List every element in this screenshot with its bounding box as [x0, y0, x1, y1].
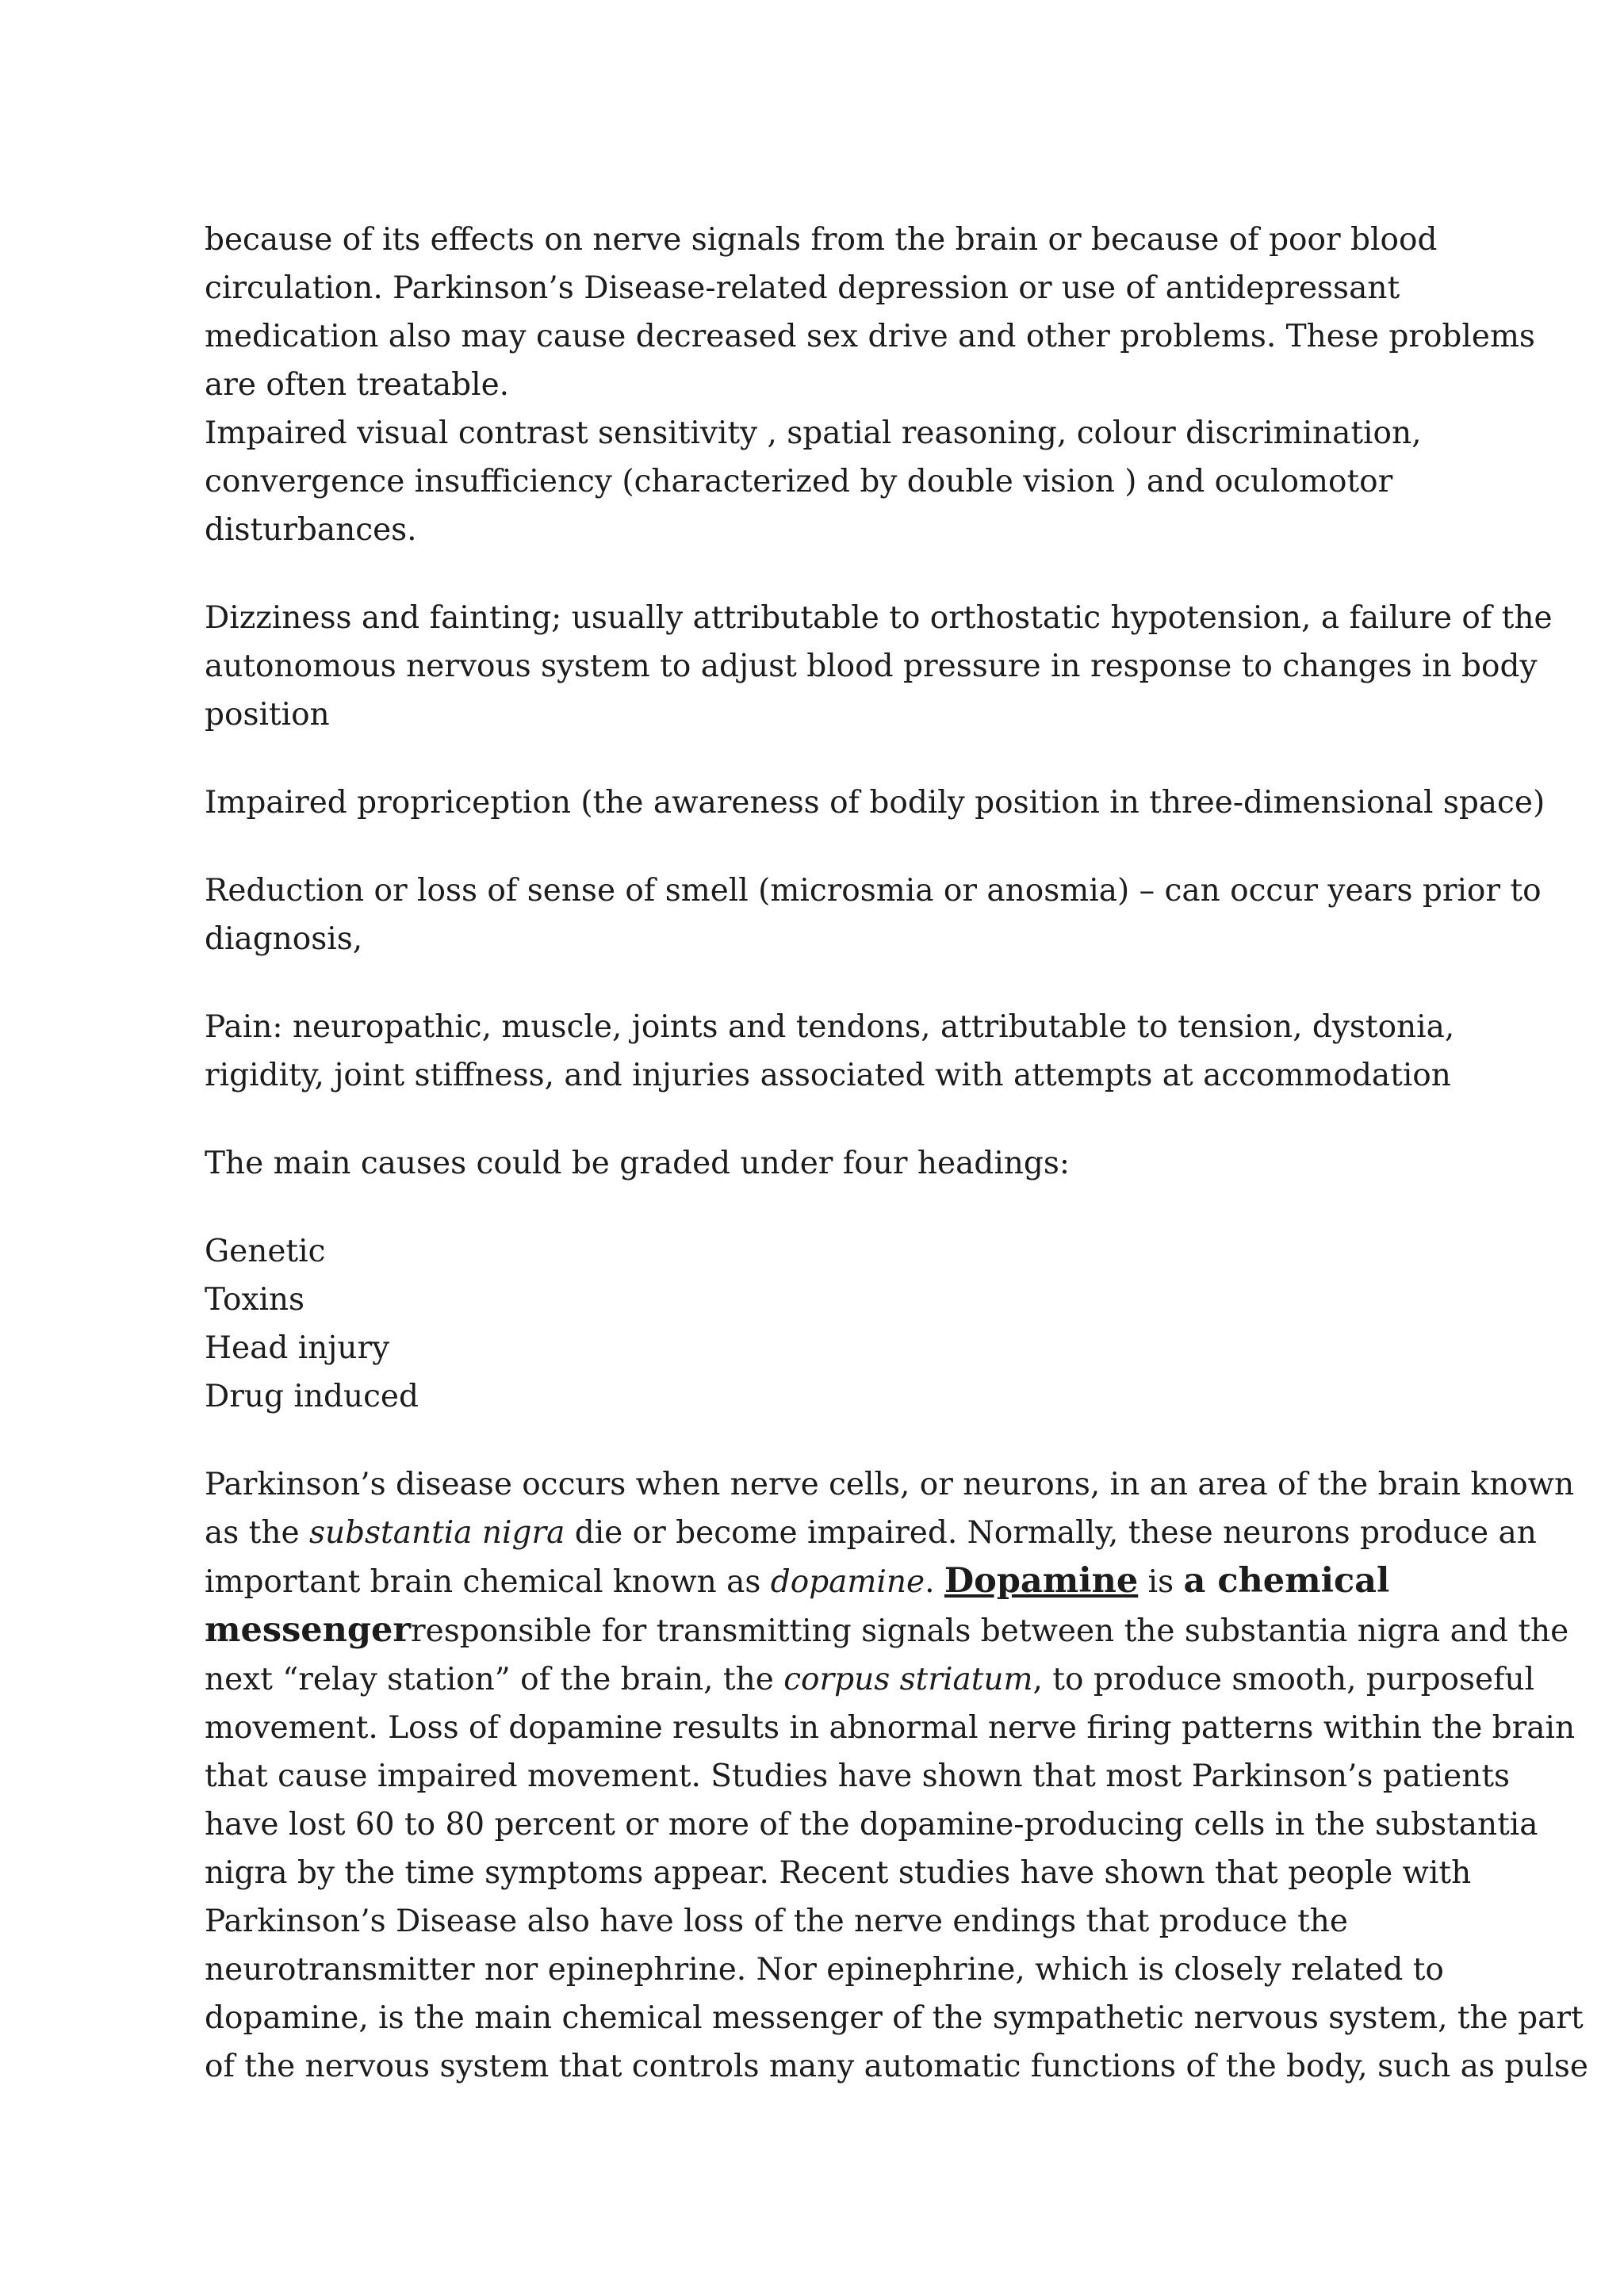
text-line: of the nervous system that controls many automatic functions of the body, such as pulse — [205, 2049, 1588, 2084]
paragraph-pain — [205, 1003, 1455, 1100]
text-line: nigra by the time symptoms appear. Recent studies have shown that people with — [205, 1855, 1472, 1891]
text-line — [205, 1606, 1569, 1655]
bold-term: a chemical — [1183, 1561, 1390, 1601]
text-line: Parkinson’s Disease also have loss of the nerve endings that produce the — [205, 1904, 1349, 1939]
text-line: Parkinson’s disease occurs when nerve cells, or neurons, in an area of the brain known — [205, 1467, 1575, 1502]
text-line: neurotransmitter nor epinephrine. Nor epinephrine, which is closely related to — [205, 1952, 1444, 1988]
text-run: important brain chemical known as — [205, 1564, 771, 1600]
text-line — [205, 1655, 1535, 1704]
text-line: that cause impaired movement. Studies have shown that most Parkinson’s patients — [205, 1758, 1511, 1794]
list-item: Head injury — [205, 1330, 390, 1366]
text-line: because of its effects on nerve signals from the brain or because of poor blood — [205, 222, 1438, 258]
text-line: position — [205, 697, 330, 733]
text-line: Dizziness and fainting; usually attributable to orthostatic hypotension, a failure of the — [205, 600, 1553, 636]
document-page — [205, 216, 1588, 2091]
bold-term: messenger — [205, 1610, 411, 1650]
text-line — [205, 1509, 1537, 1557]
text-line: Reduction or loss of sense of smell (microsmia or anosmia) – can occur years prior to — [205, 873, 1542, 909]
italic-term: dopamine — [770, 1564, 925, 1600]
text-line: movement. Loss of dopamine results in abnormal nerve firing patterns within the brain — [205, 1710, 1576, 1746]
text-line: convergence insufficiency (characterized by double vision ) and oculomotor — [205, 464, 1393, 499]
italic-term: substantia nigra — [308, 1515, 565, 1551]
paragraph-dizziness — [205, 594, 1553, 739]
text-run: responsible for transmitting signals between the substantia nigra and the — [410, 1613, 1569, 1649]
text-line: The main causes could be graded under four headings: — [205, 1146, 1071, 1181]
list-item: Drug induced — [205, 1379, 419, 1414]
text-line: are often treatable. — [205, 367, 510, 403]
paragraph-pathophysiology — [205, 1460, 1588, 2091]
text-run: next “relay station” of the brain, the — [205, 1662, 784, 1697]
text-run: , to produce smooth, purposeful — [1032, 1662, 1535, 1697]
text-line: autonomous nervous system to adjust blood pressure in response to changes in body — [205, 649, 1538, 684]
text-line: circulation. Parkinson’s Disease-related depression or use of antidepressant — [205, 270, 1400, 306]
text-run: die or become impaired. Normally, these neurons produce an — [565, 1515, 1537, 1551]
list-item: Toxins — [205, 1282, 305, 1318]
text-line: Impaired propriception (the awareness of bodily position in three-dimensional space) — [205, 785, 1545, 821]
text-line — [205, 1557, 1443, 1606]
list-item: Genetic — [205, 1234, 326, 1269]
text-line: disturbances. — [205, 512, 417, 548]
text-line: medication also may cause decreased sex drive and other problems. These problems — [205, 319, 1535, 354]
text-line: have lost 60 to 80 percent or more of the dopamine-producing cells in the substantia — [205, 1807, 1538, 1843]
text-line: Pain: neuropathic, muscle, joints and tendons, attributable to tension, dystonia, — [205, 1009, 1455, 1045]
text-run: . — [925, 1564, 944, 1600]
paragraph-visual — [205, 409, 1443, 554]
text-line: diagnosis, — [205, 921, 363, 957]
text-line: Impaired visual contrast sensitivity , spatial reasoning, colour discrimination, — [205, 415, 1422, 451]
text-line: dopamine, is the main chemical messenger of the sympathetic nervous system, the part — [205, 2000, 1584, 2036]
paragraph-sexual-dysfunction — [205, 216, 1535, 409]
text-line: rigidity, joint stiffness, and injuries associated with attempts at accommodation — [205, 1058, 1451, 1093]
causes-list — [205, 1227, 1443, 1421]
paragraph-smell — [205, 867, 1542, 963]
italic-term: corpus striatum — [783, 1662, 1033, 1697]
paragraph-propriception — [205, 779, 1545, 827]
bold-underlined-term: Dopamine — [944, 1561, 1139, 1601]
text-run: is — [1138, 1564, 1184, 1600]
text-run: as the — [205, 1515, 309, 1551]
paragraph-causes-intro — [205, 1139, 1443, 1188]
